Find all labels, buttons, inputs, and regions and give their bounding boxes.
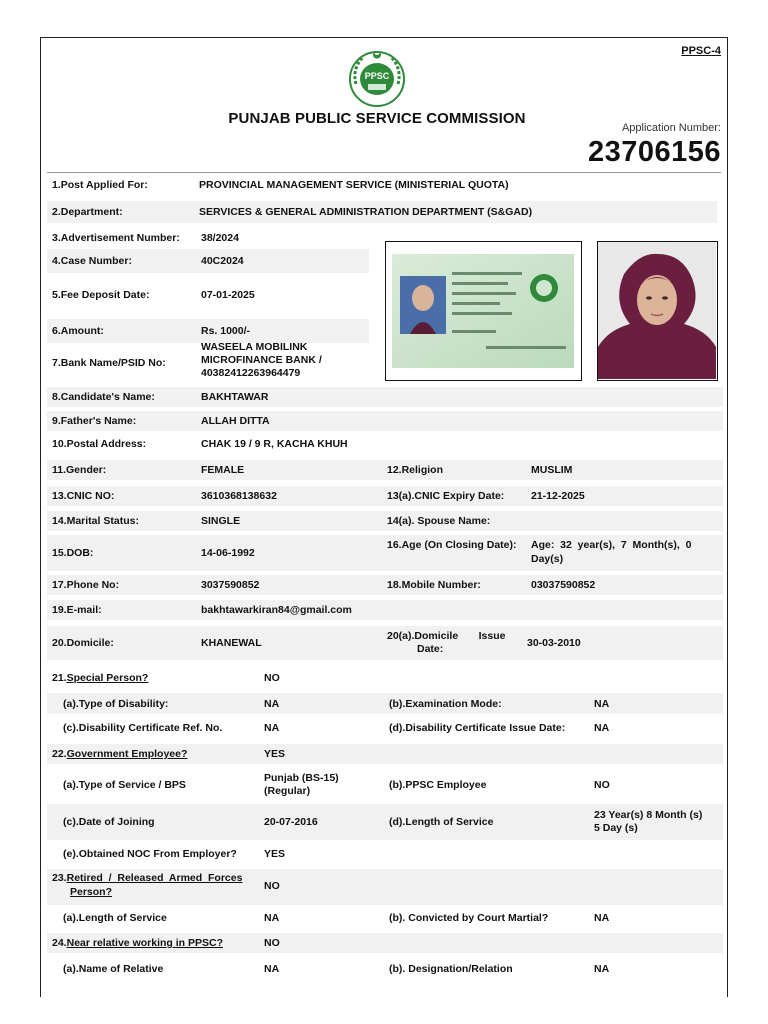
row-band [47, 575, 723, 595]
fee-date-value: 07-01-2025 [201, 289, 255, 301]
cnic-photo [385, 241, 582, 381]
court-martial-value: NA [594, 912, 610, 924]
religion-label: 12.Religion [387, 464, 444, 476]
amount-label: 6.Amount: [52, 325, 104, 337]
court-martial-label: (b). Convicted by Court Martial? [389, 912, 549, 924]
service-length-value-line-1: 23 Year(s) 8 Month (s) [594, 808, 703, 821]
joining-date-value: 20-07-2016 [264, 816, 318, 828]
exam-mode-value: NA [594, 697, 610, 710]
candidate-portrait-icon [598, 242, 716, 379]
candidate-name-label: 8.Candidate's Name: [52, 391, 155, 403]
joining-date-label: (c).Date of Joining [63, 816, 155, 828]
armed-forces-value: NO [264, 880, 280, 892]
noc-label: (e).Obtained NOC From Employer? [63, 848, 237, 860]
application-number: 23706156 [587, 136, 721, 168]
age-value-line-1: Age: 32 year(s), 7 Month(s), 0 [531, 539, 692, 551]
disability-type-value: NA [264, 697, 280, 710]
row-band [47, 411, 723, 431]
armed-forces-number: 23. [52, 872, 67, 884]
near-relative-text: Near relative working in PPSC? [66, 937, 223, 949]
advertisement-label: 3.Advertisement Number: [52, 232, 180, 244]
email-label: 19.E-mail: [52, 604, 102, 616]
armed-length-label: (a).Length of Service [63, 912, 167, 924]
case-number-label: 4.Case Number: [52, 255, 132, 267]
form-code: PPSC-4 [681, 45, 721, 57]
candidate-photo [597, 241, 718, 381]
special-person-value: NO [264, 672, 280, 684]
ppsc-employee-value: NO [594, 779, 610, 791]
bank-label: 7.Bank Name/PSID No: [52, 357, 166, 369]
disability-cert-date-value: NA [594, 722, 610, 734]
cnic-expiry-label: 13(a).CNIC Expiry Date: [387, 490, 505, 502]
relative-name-value: NA [264, 963, 280, 975]
armed-forces-label-line-1 [52, 871, 242, 885]
service-type-value-line-2: (Regular) [264, 784, 311, 797]
armed-forces-label-line-2: Person? [70, 886, 113, 898]
service-type-label: (a).Type of Service / BPS [63, 779, 186, 791]
service-type-value-line-1: Punjab (BS-15) [264, 771, 339, 784]
special-person-number: 21. [52, 672, 67, 684]
near-relative-label [52, 933, 223, 953]
disability-cert-ref-label: (c).Disability Certificate Ref. No. [63, 722, 223, 734]
govt-employee-value: YES [264, 748, 286, 760]
row-band [47, 600, 723, 620]
exam-mode-label: (b).Examination Mode: [389, 697, 502, 710]
phone-value: 3037590852 [201, 579, 260, 591]
domicile-issue-value: 30-03-2010 [527, 637, 581, 649]
noc-value: YES [264, 848, 286, 860]
disability-cert-ref-value: NA [264, 722, 280, 734]
cnic-card-icon [386, 242, 580, 379]
mobile-value: 03037590852 [531, 579, 596, 591]
relative-designation-value: NA [594, 963, 610, 975]
post-value: PROVINCIAL MANAGEMENT SERVICE (MINISTERIAL QUOTA) [199, 179, 509, 191]
fee-date-label: 5.Fee Deposit Date: [52, 289, 150, 301]
ppsc-employee-label: (b).PPSC Employee [389, 779, 487, 791]
department-label: 2.Department: [52, 206, 123, 218]
candidate-name-value: BAKHTAWAR [201, 391, 269, 403]
relative-name-label: (a).Name of Relative [63, 963, 164, 975]
marital-status-value: SINGLE [201, 515, 241, 527]
marital-status-label: 14.Marital Status: [52, 515, 139, 527]
armed-forces-text: Retired / Released Armed Forces [66, 872, 243, 884]
near-relative-value: NO [264, 937, 280, 949]
postal-address-value: CHAK 19 / 9 R, KACHA KHUH [201, 438, 348, 450]
disability-cert-date-label: (d).Disability Certificate Issue Date: [389, 722, 566, 734]
row-band [47, 460, 723, 480]
advertisement-value: 38/2024 [201, 232, 239, 244]
age-label: 16.Age (On Closing Date): [387, 539, 517, 551]
ppsc-logo-icon [346, 46, 408, 108]
application-form [40, 37, 728, 997]
post-label: 1.Post Applied For: [52, 179, 148, 191]
religion-value: MUSLIM [531, 464, 573, 476]
phone-label: 17.Phone No: [52, 579, 120, 591]
cnic-expiry-value: 21-12-2025 [531, 490, 585, 502]
service-length-label: (d).Length of Service [389, 816, 494, 828]
row-band [47, 626, 723, 660]
application-number-label: Application Number: [621, 122, 721, 134]
dob-value: 14-06-1992 [201, 547, 255, 559]
special-person-label [52, 668, 148, 688]
department-value: SERVICES & GENERAL ADMINISTRATION DEPARTMENT (S&GAD) [199, 206, 533, 218]
relative-designation-label: (b). Designation/Relation [389, 963, 513, 975]
cnic-value: 3610368138632 [201, 490, 277, 502]
bank-value-line-1: WASEELA MOBILINK [201, 341, 308, 353]
domicile-value: KHANEWAL [201, 637, 262, 649]
gender-label: 11.Gender: [52, 464, 107, 476]
row-band [47, 486, 723, 506]
amount-value: Rs. 1000/- [201, 325, 251, 337]
mobile-label: 18.Mobile Number: [387, 579, 481, 591]
case-number-value: 40C2024 [201, 255, 244, 267]
logo-lettering: PPSC [364, 71, 390, 81]
email-value: bakhtawarkiran84@gmail.com [201, 604, 352, 616]
govt-employee-text: Government Employee? [66, 748, 188, 760]
row-band [47, 511, 723, 531]
special-person-text: Special Person? [66, 672, 149, 684]
header-divider [47, 172, 721, 173]
spouse-name-label: 14(a). Spouse Name: [387, 515, 491, 527]
domicile-label: 20.Domicile: [52, 637, 114, 649]
father-name-value: ALLAH DITTA [201, 415, 270, 427]
dob-label: 15.DOB: [52, 547, 94, 559]
cnic-label: 13.CNIC NO: [52, 490, 115, 502]
disability-type-label: (a).Type of Disability: [63, 697, 169, 710]
bank-value-line-3: 40382412263964479 [201, 367, 301, 379]
postal-address-label: 10.Postal Address: [52, 438, 147, 450]
father-name-label: 9.Father's Name: [52, 415, 137, 427]
domicile-issue-label-line-2: Date: [417, 642, 444, 655]
domicile-issue-label-line-1: 20(a).Domicile Issue [387, 629, 506, 642]
gender-value: FEMALE [201, 464, 245, 476]
age-value-line-2: Day(s) [531, 553, 564, 565]
bank-value-line-2: MICROFINANCE BANK / [201, 354, 322, 366]
govt-employee-number: 22. [52, 748, 67, 760]
page-title: PUNJAB PUBLIC SERVICE COMMISSION [228, 110, 526, 127]
armed-length-value: NA [264, 912, 280, 924]
near-relative-number: 24. [52, 937, 67, 949]
service-length-value-line-2: 5 Day (s) [594, 821, 638, 834]
govt-employee-label [52, 744, 187, 764]
